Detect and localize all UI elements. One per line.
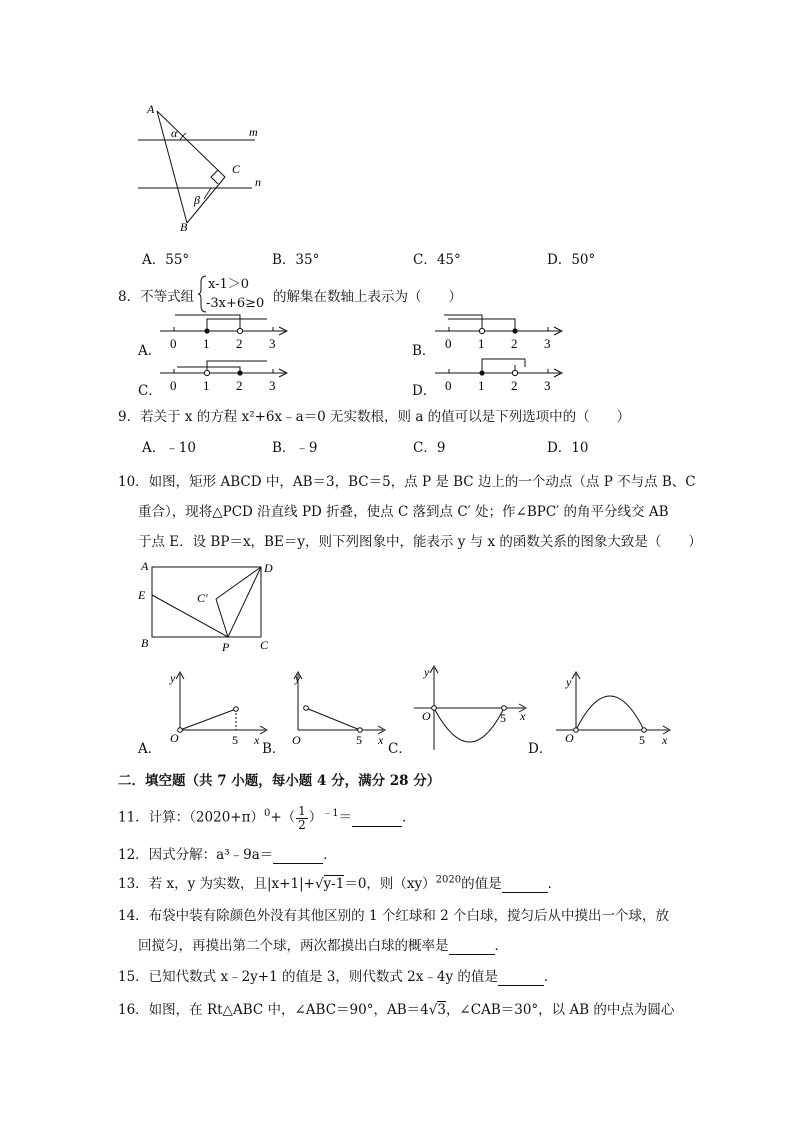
tick-2: 2 [511,336,518,351]
q12-answer-blank[interactable] [273,847,323,864]
axis-x: x [662,733,668,747]
q11-denominator: 2 [298,817,306,832]
tick-1: 1 [478,336,485,351]
q16-radicand: 3 [437,1002,446,1018]
axis-x: x [254,733,260,747]
q11-post: ＝ [338,809,353,826]
q8-number-line-b[interactable] [430,313,575,355]
q15-text: 15．已知代数式 x﹣2y+1 的值是 3，则代数式 2x﹣4y 的值是 [118,969,498,985]
label-c: C [232,162,241,176]
q11-answer-blank[interactable] [352,810,402,827]
q13-pre: 13．若 x，y 为实数，且|x+1|+ [118,876,315,892]
segment-ac [157,111,225,177]
tick-3: 3 [544,378,551,393]
q9-option-b[interactable]: B．﹣9 [272,440,318,456]
q10-line-3: 于点 E．设 BP＝x，BE＝y，则下列图象中，能表示 y 与 x 的函数关系的图象大致是（ ） [138,534,702,550]
q14-line-2 [138,934,508,955]
q13-exponent: 2020 [435,874,462,886]
tick-five: 5 [232,733,238,747]
axis-y: y [295,671,301,685]
origin: O [565,731,574,745]
tick-0: 0 [170,336,177,351]
origin: O [292,733,301,747]
q8-stem-pre: 8．不等式组 [118,289,195,305]
q7-option-d[interactable]: D．50° [547,252,596,268]
label-b: B [141,636,149,650]
q10-line-1: 10．如图，矩形 ABCD 中，AB＝3，BC＝5，点 P 是 BC 边上的一个动点（点 P 不与点 B、C [118,474,696,490]
q10-graph-d[interactable] [548,668,678,748]
q14-line-1: 14．布袋中装有除颜色外没有其他区别的 1 个红球和 2 个白球，搅匀后从中摸出一个球，放 [118,908,670,924]
q16 [118,998,674,1018]
tick-1: 1 [478,378,485,393]
label-p: P [222,640,230,654]
tick-five: 5 [500,711,506,725]
q7-option-b[interactable]: B．35° [272,252,320,268]
q13-answer-blank[interactable] [502,876,548,893]
q11-close: ） [308,809,323,826]
segment-bc [187,177,225,223]
q10-option-b-letter[interactable]: B． [262,741,286,757]
q8-stem-post: 的解集在数轴上表示为（ ） [273,289,462,305]
q8-inequality-1: x-1＞0 [208,277,250,292]
q8-number-line-a[interactable] [155,313,300,355]
q11-end: ． [402,809,416,826]
q13-post: 的值是 [461,876,502,892]
q10-rectangle-figure [135,557,285,657]
tick-1: 1 [203,336,210,351]
q8-option-c-letter[interactable]: C． [138,383,162,399]
q10-graph-b[interactable] [278,668,393,748]
q8-option-a-letter[interactable]: A． [138,343,162,359]
q8-number-line-d[interactable] [430,355,575,397]
q11-fraction [296,805,308,832]
q7-figure [130,95,280,240]
q7-option-a[interactable]: A．55° [142,252,190,268]
tick-3: 3 [544,336,551,351]
q11-exp-neg-one: ﹣1 [322,808,339,819]
q14-line-2-text: 回搅匀，再摸出第二个球，两次都摸出白球的概率是 [138,938,449,954]
tick-0: 0 [445,336,452,351]
q13-radicand: y-1 [323,876,345,892]
tick-2: 2 [236,336,243,351]
q10-graph-a[interactable] [160,668,275,748]
q15-answer-blank[interactable] [498,969,544,986]
label-b: B [180,220,188,234]
q8-inequality-2: -3x+6≥0 [206,296,265,311]
label-d: D [264,561,273,575]
tick-0: 0 [170,378,177,393]
tick-3: 3 [269,378,276,393]
origin: O [170,731,179,745]
q14-answer-blank[interactable] [449,938,495,955]
tick-2: 2 [511,378,518,393]
q8-number-line-c[interactable] [155,355,300,397]
q9-option-c[interactable]: C．9 [413,440,446,456]
beta-arc [204,188,211,199]
q12-text: 12．因式分解：a³﹣9a＝ [118,847,274,863]
axis-y: y [566,675,572,689]
q16-pre: 16．如图，在 Rt△ABC 中，∠ABC＝90°，AB＝4 [118,1002,429,1018]
label-e: E [138,588,146,602]
tick-five: 5 [639,733,645,747]
q15 [118,965,557,986]
q10-option-c-letter[interactable]: C． [388,741,412,757]
tick-0: 0 [445,378,452,393]
label-beta: β [194,193,200,207]
label-n: n [255,175,261,189]
section-2-title: 二．填空题（共 7 小题，每小题 4 分，满分 28 分） [118,773,441,789]
q10-option-d-letter[interactable]: D． [528,741,553,757]
q12 [118,843,337,864]
q12-end: ． [323,847,337,863]
label-a: A [147,102,155,116]
q8-option-d-letter[interactable]: D． [412,383,437,399]
q11 [118,804,416,832]
q10-option-a-letter[interactable]: A． [138,741,162,757]
axis-y: y [170,671,176,685]
origin: O [422,709,431,723]
tick-2: 2 [236,378,243,393]
q15-end: ． [543,969,558,985]
q10-graph-c[interactable] [406,660,536,755]
q10-line-2: 重合），现将△PCD 沿直线 PD 折叠，使点 C 落到点 C′ 处；作∠BPC′ 的角平分线交 AB [138,504,669,520]
q11-pre: 11．计算：（2020+π） [118,809,264,826]
label-alpha: α [171,126,178,140]
tick-1: 1 [203,378,210,393]
q9-option-d[interactable]: D．10 [547,440,589,456]
q13-end: ． [547,876,562,892]
q7-option-c[interactable]: C．45° [413,252,461,268]
tick-five: 5 [356,733,362,747]
label-m: m [249,125,258,139]
q13 [118,872,561,893]
sqrt-sign: √ [314,876,324,892]
q11-exp-zero: 0 [263,808,271,819]
axis-y: y [424,665,430,679]
label-c-prime: C′ [197,591,208,605]
q11-plus: +（ [270,809,296,826]
axis-x: x [378,733,384,747]
right-angle-mark [211,170,218,184]
axis-x: x [520,709,526,723]
label-a: A [141,559,149,573]
q11-numerator: 1 [298,803,306,818]
q8-option-b-letter[interactable]: B． [412,343,436,359]
q13-mid: ＝0，则（xy） [344,876,436,892]
q9-option-a[interactable]: A．﹣10 [142,440,196,456]
sqrt-sign: √ [428,1002,438,1018]
tick-3: 3 [269,336,276,351]
label-c: C [260,638,269,652]
q9-stem: 9．若关于 x 的方程 x²+6x﹣a＝0 无实数根，则 a 的值可以是下列选项中的（ ） [118,409,631,425]
q14-end: ． [494,938,508,954]
q16-post: ，∠CAB＝30°，以 AB 的中点为圆心 [445,1002,675,1018]
